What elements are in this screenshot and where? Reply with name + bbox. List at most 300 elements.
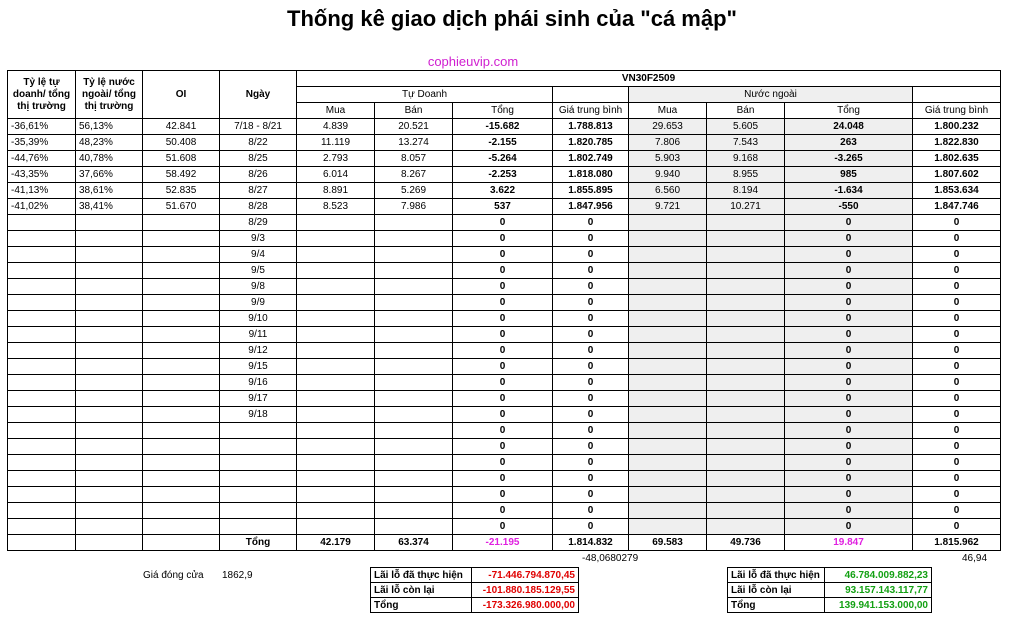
cell-nn-tong: -550 xyxy=(785,199,913,215)
cell-tyle-td xyxy=(8,263,76,279)
cell-oi: 42.841 xyxy=(143,119,220,135)
cell-nn-ban xyxy=(707,471,785,487)
cell-tyle-td xyxy=(8,503,76,519)
cell-tyle-td: -44,76% xyxy=(8,151,76,167)
cell-td-mua xyxy=(297,519,375,535)
cell-ngay: 9/3 xyxy=(220,231,297,247)
cell-nn-tong: 0 xyxy=(785,279,913,295)
cell-td-gia: 1.847.956 xyxy=(553,199,629,215)
pl-td-value: -173.326.980.000,00 xyxy=(472,598,579,613)
cell-nn-mua: 5.903 xyxy=(629,151,707,167)
table-row xyxy=(8,487,1001,503)
cell-nn-ban: 8.194 xyxy=(707,183,785,199)
cell-nn-gia: 0 xyxy=(913,263,1001,279)
cell-tyle-nn xyxy=(76,343,143,359)
cell-td-gia: 1.802.749 xyxy=(553,151,629,167)
cell-tyle-td: -43,35% xyxy=(8,167,76,183)
cell-ngay xyxy=(220,439,297,455)
cell-tyle-td xyxy=(8,423,76,439)
cell-nn-mua xyxy=(629,327,707,343)
cell-oi xyxy=(143,359,220,375)
cell-tyle-nn xyxy=(76,295,143,311)
cell-nn-ban: 9.168 xyxy=(707,151,785,167)
cell-nn-tong: 0 xyxy=(785,247,913,263)
cell-td-mua xyxy=(297,263,375,279)
cell-nn-ban xyxy=(707,295,785,311)
cell-ngay: 9/9 xyxy=(220,295,297,311)
cell-nn-mua xyxy=(629,311,707,327)
header-nn-gia: Giá trung bình xyxy=(913,103,1001,119)
header-td-mua: Mua xyxy=(297,103,375,119)
cell-td-mua: 2.793 xyxy=(297,151,375,167)
cell-ngay xyxy=(220,423,297,439)
cell-td-ban xyxy=(375,343,453,359)
header-tyle-nuocngoai: Tỷ lệ nước ngoài/ tổng thị trường xyxy=(76,71,143,119)
cell-td-mua xyxy=(297,471,375,487)
cell-tyle-nn xyxy=(76,263,143,279)
cell-nn-ban xyxy=(707,503,785,519)
closing-price-value: 1862,9 xyxy=(222,570,253,581)
cell-td-mua xyxy=(297,503,375,519)
cell-nn-tong: 985 xyxy=(785,167,913,183)
cell-nn-mua xyxy=(629,519,707,535)
cell-oi: 51.608 xyxy=(143,151,220,167)
cell-td-ban xyxy=(375,407,453,423)
cell-nn-mua xyxy=(629,295,707,311)
header-oi: OI xyxy=(143,71,220,119)
cell-ngay xyxy=(220,503,297,519)
cell-td-mua xyxy=(297,439,375,455)
total-row xyxy=(8,535,1001,551)
cell-td-mua xyxy=(297,247,375,263)
table-row xyxy=(8,343,1001,359)
table-row xyxy=(8,279,1001,295)
cell-nn-tong: 0 xyxy=(785,423,913,439)
cell-ngay xyxy=(220,519,297,535)
cell-oi xyxy=(143,471,220,487)
cell-td-gia: 0 xyxy=(553,455,629,471)
cell-tyle-nn xyxy=(76,455,143,471)
table-row xyxy=(8,519,1001,535)
cell-oi xyxy=(143,391,220,407)
cell-nn-gia: 0 xyxy=(913,455,1001,471)
cell-nn-gia: 0 xyxy=(913,343,1001,359)
cell-td-ban xyxy=(375,423,453,439)
cell-nn-ban xyxy=(707,327,785,343)
cell-tyle-nn xyxy=(76,487,143,503)
cell-nn-gia: 0 xyxy=(913,311,1001,327)
cell-td-tong: 0 xyxy=(453,215,553,231)
cell-nn-ban xyxy=(707,391,785,407)
stats-table xyxy=(7,70,1001,551)
cell-nn-ban xyxy=(707,423,785,439)
table-row xyxy=(8,151,1001,167)
cell-td-tong: 0 xyxy=(453,311,553,327)
cell-td-mua: 8.891 xyxy=(297,183,375,199)
pl-nn-label: Lãi lỗ đã thực hiện xyxy=(728,568,825,583)
cell-td-tong: -15.682 xyxy=(453,119,553,135)
cell-oi: 51.670 xyxy=(143,199,220,215)
cell-tyle-nn: 56,13% xyxy=(76,119,143,135)
cell-tyle-td xyxy=(8,375,76,391)
cell-nn-gia: 0 xyxy=(913,407,1001,423)
cell-nn-tong: -1.634 xyxy=(785,183,913,199)
cell-td-gia: 0 xyxy=(553,471,629,487)
td-avg-diff: -48,0680279 xyxy=(582,553,639,564)
cell-tyle-td xyxy=(8,359,76,375)
table-row xyxy=(8,503,1001,519)
cell-td-ban xyxy=(375,439,453,455)
total-td-gia: 1.814.832 xyxy=(553,535,629,551)
cell-nn-mua xyxy=(629,407,707,423)
cell-tyle-nn xyxy=(76,439,143,455)
cell-td-gia: 0 xyxy=(553,263,629,279)
cell-oi xyxy=(143,231,220,247)
cell-nn-mua xyxy=(629,487,707,503)
table-row xyxy=(8,455,1001,471)
table-row xyxy=(8,375,1001,391)
cell-tyle-td xyxy=(8,471,76,487)
cell-oi xyxy=(143,295,220,311)
nn-avg-diff: 46,94 xyxy=(962,553,988,564)
cell-td-ban xyxy=(375,375,453,391)
cell-td-ban xyxy=(375,279,453,295)
cell-td-tong: -2.155 xyxy=(453,135,553,151)
cell-td-tong: -5.264 xyxy=(453,151,553,167)
total-nn-gia: 1.815.962 xyxy=(913,535,1001,551)
cell-td-mua: 8.523 xyxy=(297,199,375,215)
cell-td-mua xyxy=(297,215,375,231)
cell-td-gia: 0 xyxy=(553,487,629,503)
cell-td-gia: 0 xyxy=(553,407,629,423)
cell-nn-mua xyxy=(629,423,707,439)
table-row xyxy=(8,327,1001,343)
cell-td-mua xyxy=(297,343,375,359)
cell-td-gia: 0 xyxy=(553,423,629,439)
cell-td-ban xyxy=(375,247,453,263)
pl-nn-label: Tổng xyxy=(728,598,825,613)
cell-td-gia: 1.788.813 xyxy=(553,119,629,135)
cell-tyle-nn: 48,23% xyxy=(76,135,143,151)
header-td-ban: Bán xyxy=(375,103,453,119)
cell-nn-ban xyxy=(707,279,785,295)
cell-td-ban xyxy=(375,263,453,279)
pl-nn-value: 93.157.143.117,77 xyxy=(825,583,932,598)
cell-nn-gia: 0 xyxy=(913,503,1001,519)
cell-oi xyxy=(143,263,220,279)
pl-nuocngoai-table xyxy=(727,567,932,613)
cell-nn-ban: 7.543 xyxy=(707,135,785,151)
cell-td-mua xyxy=(297,295,375,311)
cell-td-ban xyxy=(375,487,453,503)
cell-td-gia: 0 xyxy=(553,231,629,247)
cell-td-tong: 0 xyxy=(453,327,553,343)
cell-nn-ban xyxy=(707,359,785,375)
cell-td-ban xyxy=(375,231,453,247)
cell-tyle-td: -35,39% xyxy=(8,135,76,151)
cell-tyle-nn xyxy=(76,423,143,439)
table-row xyxy=(8,231,1001,247)
cell-nn-tong: 0 xyxy=(785,327,913,343)
cell-oi xyxy=(143,279,220,295)
header-contract: VN30F2509 xyxy=(297,71,1001,87)
cell-nn-gia: 1.822.830 xyxy=(913,135,1001,151)
cell-td-tong: 0 xyxy=(453,343,553,359)
cell-nn-gia: 0 xyxy=(913,327,1001,343)
header-td-tong: Tổng xyxy=(453,103,553,119)
cell-nn-mua: 9.721 xyxy=(629,199,707,215)
cell-tyle-td: -41,13% xyxy=(8,183,76,199)
cell-nn-ban xyxy=(707,247,785,263)
cell-td-tong: 0 xyxy=(453,263,553,279)
cell-nn-gia: 1.800.232 xyxy=(913,119,1001,135)
cell-nn-mua: 7.806 xyxy=(629,135,707,151)
cell-nn-tong: 0 xyxy=(785,359,913,375)
table-row xyxy=(8,215,1001,231)
cell-td-ban xyxy=(375,327,453,343)
cell-ngay xyxy=(220,455,297,471)
cell-nn-mua xyxy=(629,279,707,295)
cell-oi xyxy=(143,375,220,391)
cell-nn-gia: 1.807.602 xyxy=(913,167,1001,183)
cell-nn-ban xyxy=(707,231,785,247)
cell-nn-tong: 0 xyxy=(785,439,913,455)
cell-td-tong: 0 xyxy=(453,503,553,519)
cell-td-gia: 1.820.785 xyxy=(553,135,629,151)
cell-td-gia: 0 xyxy=(553,359,629,375)
total-td-tong: -21.195 xyxy=(453,535,553,551)
cell-nn-tong: 0 xyxy=(785,407,913,423)
cell-oi xyxy=(143,407,220,423)
cell-tyle-nn xyxy=(76,407,143,423)
cell-td-ban xyxy=(375,519,453,535)
cell-td-tong: 0 xyxy=(453,455,553,471)
cell-tyle-nn: 38,41% xyxy=(76,199,143,215)
cell-tyle-td xyxy=(8,327,76,343)
table-row xyxy=(8,199,1001,215)
cell-nn-mua xyxy=(629,231,707,247)
cell-tyle-td xyxy=(8,311,76,327)
cell-nn-gia: 0 xyxy=(913,247,1001,263)
cell-nn-gia: 1.853.634 xyxy=(913,183,1001,199)
cell-td-gia: 0 xyxy=(553,391,629,407)
cell-nn-ban xyxy=(707,407,785,423)
cell-nn-tong: 0 xyxy=(785,455,913,471)
cell-td-mua: 4.839 xyxy=(297,119,375,135)
cell-ngay: 8/28 xyxy=(220,199,297,215)
cell-nn-ban xyxy=(707,519,785,535)
cell-nn-gia: 0 xyxy=(913,375,1001,391)
cell-ngay: 8/22 xyxy=(220,135,297,151)
cell-tyle-nn xyxy=(76,375,143,391)
cell-td-tong: 0 xyxy=(453,423,553,439)
cell-nn-ban xyxy=(707,455,785,471)
cell-td-mua xyxy=(297,311,375,327)
table-row xyxy=(8,247,1001,263)
cell-ngay: 7/18 - 8/21 xyxy=(220,119,297,135)
cell-td-tong: 0 xyxy=(453,519,553,535)
cell-tyle-td xyxy=(8,487,76,503)
cell-td-mua xyxy=(297,231,375,247)
cell-tyle-nn xyxy=(76,359,143,375)
cell-ngay: 9/4 xyxy=(220,247,297,263)
header-tu-doanh: Tự Doanh xyxy=(297,87,553,103)
cell-td-mua xyxy=(297,359,375,375)
cell-td-gia: 0 xyxy=(553,311,629,327)
cell-nn-tong: 0 xyxy=(785,487,913,503)
cell-nn-tong: 0 xyxy=(785,263,913,279)
cell-tyle-td xyxy=(8,407,76,423)
cell-td-ban: 20.521 xyxy=(375,119,453,135)
cell-tyle-td xyxy=(8,295,76,311)
cell-nn-gia: 0 xyxy=(913,439,1001,455)
cell-ngay: 9/12 xyxy=(220,343,297,359)
cell-nn-gia: 0 xyxy=(913,295,1001,311)
cell-nn-tong: 0 xyxy=(785,295,913,311)
cell-td-ban xyxy=(375,471,453,487)
total-nn-mua: 69.583 xyxy=(629,535,707,551)
cell-ngay: 9/8 xyxy=(220,279,297,295)
cell-td-gia: 0 xyxy=(553,279,629,295)
table-row xyxy=(8,135,1001,151)
cell-td-mua xyxy=(297,407,375,423)
cell-ngay: 9/5 xyxy=(220,263,297,279)
cell-nn-gia: 0 xyxy=(913,359,1001,375)
cell-oi xyxy=(143,311,220,327)
site-link[interactable]: cophieuvip.com xyxy=(427,54,519,69)
header-nn-tong: Tổng xyxy=(785,103,913,119)
cell-nn-gia: 0 xyxy=(913,231,1001,247)
table-row xyxy=(8,119,1001,135)
cell-tyle-nn: 40,78% xyxy=(76,151,143,167)
table-row xyxy=(8,167,1001,183)
cell-tyle-nn xyxy=(76,311,143,327)
closing-price-label: Giá đóng cửa xyxy=(143,570,204,581)
cell-ngay: 8/26 xyxy=(220,167,297,183)
header-tyle-tudoanh: Tỷ lệ tự doanh/ tổng thị trường xyxy=(8,71,76,119)
cell-nn-tong: 0 xyxy=(785,311,913,327)
total-label: Tổng xyxy=(220,535,297,551)
cell-tyle-nn xyxy=(76,503,143,519)
header-nuoc-ngoai: Nước ngoài xyxy=(629,87,913,103)
cell-ngay: 9/17 xyxy=(220,391,297,407)
cell-tyle-nn xyxy=(76,231,143,247)
cell-ngay: 8/27 xyxy=(220,183,297,199)
cell-tyle-td xyxy=(8,247,76,263)
cell-td-tong: 0 xyxy=(453,407,553,423)
cell-td-ban xyxy=(375,359,453,375)
table-row xyxy=(8,439,1001,455)
cell-td-tong: 0 xyxy=(453,471,553,487)
cell-nn-mua xyxy=(629,359,707,375)
header-nn-mua: Mua xyxy=(629,103,707,119)
cell-nn-ban xyxy=(707,263,785,279)
cell-nn-mua xyxy=(629,471,707,487)
cell-tyle-nn xyxy=(76,519,143,535)
cell-td-ban xyxy=(375,503,453,519)
cell-tyle-td xyxy=(8,343,76,359)
pl-td-value: -101.880.185.129,55 xyxy=(472,583,579,598)
cell-td-tong: 3.622 xyxy=(453,183,553,199)
cell-tyle-td xyxy=(8,279,76,295)
cell-nn-gia: 0 xyxy=(913,471,1001,487)
header-nn-ban: Bán xyxy=(707,103,785,119)
cell-tyle-td xyxy=(8,391,76,407)
cell-nn-mua xyxy=(629,503,707,519)
cell-oi xyxy=(143,519,220,535)
cell-nn-tong: -3.265 xyxy=(785,151,913,167)
cell-td-ban: 5.269 xyxy=(375,183,453,199)
pl-nn-value: 46.784.009.882,23 xyxy=(825,568,932,583)
table-row xyxy=(8,471,1001,487)
cell-td-gia: 0 xyxy=(553,215,629,231)
cell-nn-mua xyxy=(629,263,707,279)
cell-nn-tong: 24.048 xyxy=(785,119,913,135)
cell-td-tong: 0 xyxy=(453,391,553,407)
cell-nn-tong: 0 xyxy=(785,231,913,247)
cell-td-tong: 0 xyxy=(453,231,553,247)
cell-td-gia: 0 xyxy=(553,503,629,519)
cell-td-mua xyxy=(297,327,375,343)
cell-nn-gia: 1.847.746 xyxy=(913,199,1001,215)
cell-nn-ban xyxy=(707,487,785,503)
cell-td-mua xyxy=(297,455,375,471)
total-td-mua: 42.179 xyxy=(297,535,375,551)
cell-ngay: 9/11 xyxy=(220,327,297,343)
cell-tyle-td: -41,02% xyxy=(8,199,76,215)
cell-td-mua xyxy=(297,423,375,439)
cell-nn-gia: 0 xyxy=(913,215,1001,231)
pl-nn-value: 139.941.153.000,00 xyxy=(825,598,932,613)
cell-nn-gia: 1.802.635 xyxy=(913,151,1001,167)
page-title: Thống kê giao dịch phái sinh của "cá mập" xyxy=(287,6,737,31)
cell-td-gia: 0 xyxy=(553,343,629,359)
cell-td-tong: 0 xyxy=(453,487,553,503)
cell-td-tong: 0 xyxy=(453,439,553,455)
cell-ngay: 9/16 xyxy=(220,375,297,391)
cell-oi xyxy=(143,247,220,263)
cell-tyle-td xyxy=(8,455,76,471)
cell-nn-gia: 0 xyxy=(913,391,1001,407)
cell-oi xyxy=(143,439,220,455)
cell-nn-ban xyxy=(707,375,785,391)
cell-oi: 58.492 xyxy=(143,167,220,183)
cell-nn-ban: 5.605 xyxy=(707,119,785,135)
cell-td-gia: 0 xyxy=(553,439,629,455)
table-row xyxy=(8,183,1001,199)
cell-nn-tong: 0 xyxy=(785,343,913,359)
cell-ngay xyxy=(220,471,297,487)
cell-td-gia: 0 xyxy=(553,375,629,391)
cell-td-tong: 0 xyxy=(453,359,553,375)
cell-td-ban xyxy=(375,311,453,327)
cell-nn-mua: 9.940 xyxy=(629,167,707,183)
header-td-gia: Giá trung bình xyxy=(553,103,629,119)
pl-td-label: Lãi lỗ còn lại xyxy=(371,583,472,598)
cell-nn-gia: 0 xyxy=(913,279,1001,295)
cell-td-tong: 0 xyxy=(453,279,553,295)
cell-td-mua xyxy=(297,391,375,407)
cell-td-tong: 0 xyxy=(453,295,553,311)
cell-td-ban: 8.057 xyxy=(375,151,453,167)
cell-nn-mua xyxy=(629,215,707,231)
cell-nn-tong: 0 xyxy=(785,503,913,519)
table-row xyxy=(8,407,1001,423)
pl-td-label: Lãi lỗ đã thực hiện xyxy=(371,568,472,583)
cell-ngay xyxy=(220,487,297,503)
cell-nn-ban xyxy=(707,439,785,455)
pl-td-label: Tổng xyxy=(371,598,472,613)
